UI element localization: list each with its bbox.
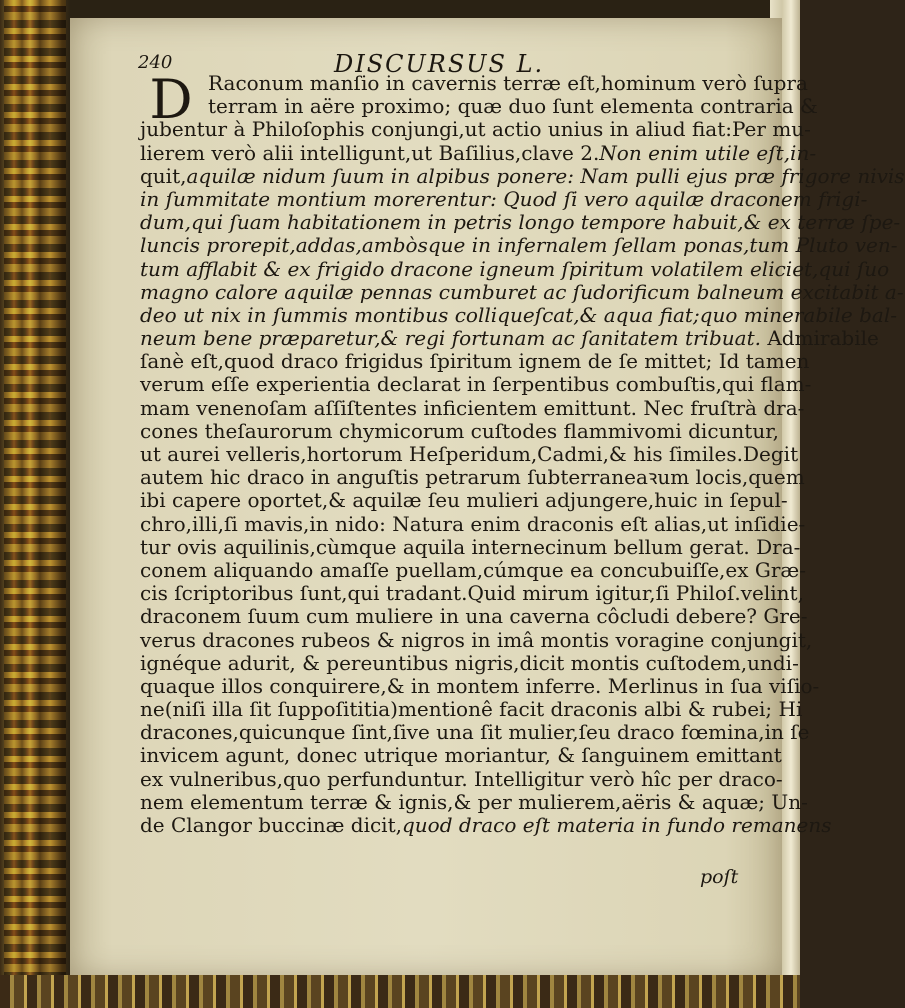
- text-line-main: autem hic draco in anguſtis petrarum ſubterraneaꝛum locis,quem: [140, 465, 805, 490]
- page-number: 240: [138, 52, 173, 73]
- text-line: [140, 743, 782, 768]
- text-line-main: cones theſaurorum chymicorum cuſtodes flammivomi dicuntur,: [140, 418, 779, 443]
- text-line-main: verus dracones rubeos & nigros in imâ montis voragine conjungit,: [140, 627, 813, 652]
- text-line-main: ut aurei velleris,hortorum Heſperidum,Cadmi,& his ſimiles.Degit: [140, 442, 799, 466]
- text-line-main: tur ovis aquilinis,cùmque aquila internecinum bellum gerat. Dra-: [140, 534, 801, 559]
- text-line-main: deo ut nix in ſummis montibus colliqueſcat,& aqua fiat;quo minerabile bal-: [140, 302, 897, 327]
- text-line-main: neum bene præparetur,& regi fortunam ac ſanitatem tribuat.: [140, 326, 761, 351]
- text-line: [140, 650, 799, 675]
- text-line-main: luncis prorepit,addas,ambòsque in infernalem ſellam ponas,tum Pluto ven-: [140, 233, 898, 258]
- body-text: [140, 68, 905, 837]
- text-line-main: magno calore aquilæ pennas cumburet ac ſudorificum balneum excitabit a-: [140, 279, 904, 304]
- text-line: [140, 488, 788, 513]
- text-line: [140, 140, 817, 165]
- text-line: [140, 210, 901, 235]
- text-line: [140, 789, 808, 814]
- decorative-border: [4, 0, 66, 1008]
- text-line: [140, 604, 808, 629]
- text-line: [140, 163, 905, 188]
- text-line: [140, 302, 897, 327]
- text-line-main: terram in aëre proximo; quæ duo ſunt elementa contraria &: [208, 94, 818, 119]
- text-line: [140, 627, 813, 652]
- text-line-rest: aquilæ nidum ſuum in alpibus ponere: Nam pulli ejus præ frigore nivis: [186, 163, 905, 188]
- text-line: [140, 813, 832, 837]
- text-line-main: quit,: [140, 163, 187, 188]
- text-line: [140, 442, 799, 466]
- text-line-main: de Clangor buccinæ dicit,: [140, 813, 402, 837]
- text-line: [140, 511, 806, 536]
- text-line-main: ibi capere oportet,& aquilæ ſeu mulieri adjungere,huic in ſepul-: [140, 488, 788, 513]
- text-line-main: ſanè eſt,quod draco frigidus ſpiritum ignem de ſe mittet; Id tamen: [140, 349, 810, 374]
- text-line-main: verum eſſe experientia declarat in ſerpentibus combuſtis,qui flam-: [140, 372, 812, 397]
- text-line: [140, 465, 805, 490]
- text-line-main: conem aliquando amaſſe puellam,cúmque ea concubuiſſe,ex Græ-: [140, 557, 806, 582]
- text-line: [140, 673, 820, 698]
- text-line-rest: Non enim utile eſt,in-: [599, 140, 817, 165]
- text-line: [140, 349, 810, 374]
- text-line-main: lierem verò alii intelligunt,ut Baſilius,clave 2.: [140, 140, 600, 165]
- text-line: [140, 534, 801, 559]
- text-line-main: jubentur à Philoſophis conjungi,ut actio unius in aliud fiat:Per mu-: [140, 117, 811, 142]
- text-line-main: draconem ſuum cum muliere in una caverna côcludi debere? Gre-: [140, 604, 808, 629]
- text-line-rest: Admirabile: [760, 326, 879, 351]
- text-line-main: invicem agunt, donec utrique moriantur, & ſanguinem emittant: [140, 743, 782, 768]
- text-line: [140, 71, 808, 95]
- text-line-rest: quod draco eſt materia in fundo remanens: [401, 813, 832, 837]
- text-line: [140, 279, 904, 304]
- text-line: [140, 418, 779, 443]
- text-line-main: dum,qui ſuam habitationem in petris longo tempore habuit,& ex terræ ſpe-: [140, 210, 901, 235]
- text-line: [140, 395, 805, 420]
- text-line: [140, 697, 803, 722]
- text-line: [140, 326, 879, 351]
- running-title: DISCURSUS L.: [334, 50, 545, 78]
- text-line-main: quaque illos conquirere,& in montem inferre. Merlinus in ſua viſio-: [140, 673, 820, 698]
- drop-capital: D: [149, 68, 193, 131]
- text-line-main: ne(niſi illa ſit ſuppoſititia)mentionê facit draconis albi & rubei; Hi: [140, 697, 803, 722]
- text-line: [140, 557, 806, 582]
- text-line: [140, 186, 868, 211]
- text-line-main: Raconum manſio in cavernis terræ eſt,hominum verò ſupra: [208, 71, 808, 95]
- text-line-main: tum afflabit & ex frigido dracone igneum ſpiritum volatilem eliciet,qui ſuo: [140, 256, 890, 281]
- text-line-main: nem elementum terræ & ignis,& per mulierem,aëris & aquæ; Un-: [140, 789, 808, 814]
- text-line-main: dracones,quicunque ſint,ſive una ſit mulier,ſeu draco fœmina,in ſe: [140, 720, 810, 745]
- text-line: [140, 372, 812, 397]
- catchword: poſt: [700, 866, 739, 888]
- text-line: [140, 117, 811, 142]
- text-line: [140, 766, 783, 791]
- text-line: [140, 233, 898, 258]
- text-line: [140, 720, 810, 745]
- text-line: [140, 581, 804, 606]
- text-line-main: in ſummitate montium morerentur: Quod ſi vero aquilæ draconem frigi-: [140, 186, 868, 211]
- text-line: [140, 256, 890, 281]
- text-line-main: ignéque adurit, & pereuntibus nigris,dicit montis cuſtodem,undi-: [140, 650, 799, 675]
- text-line-main: cis ſcriptoribus ſunt,qui tradant.Quid mirum igitur,ſi Philoſ.velint,: [140, 581, 804, 606]
- text-line: [140, 94, 818, 119]
- bottom-binding: [0, 975, 800, 1008]
- text-line-main: chro,illi,ſi mavis,in nido: Natura enim draconis eſt alias,ut inſidie-: [140, 511, 806, 536]
- text-line-main: mam venenoſam aſſiſtentes inficientem emittunt. Nec fruſtrà dra-: [140, 395, 805, 420]
- text-line-main: ex vulneribus,quo perfunduntur. Intelligitur verò hîc per draco-: [140, 766, 783, 791]
